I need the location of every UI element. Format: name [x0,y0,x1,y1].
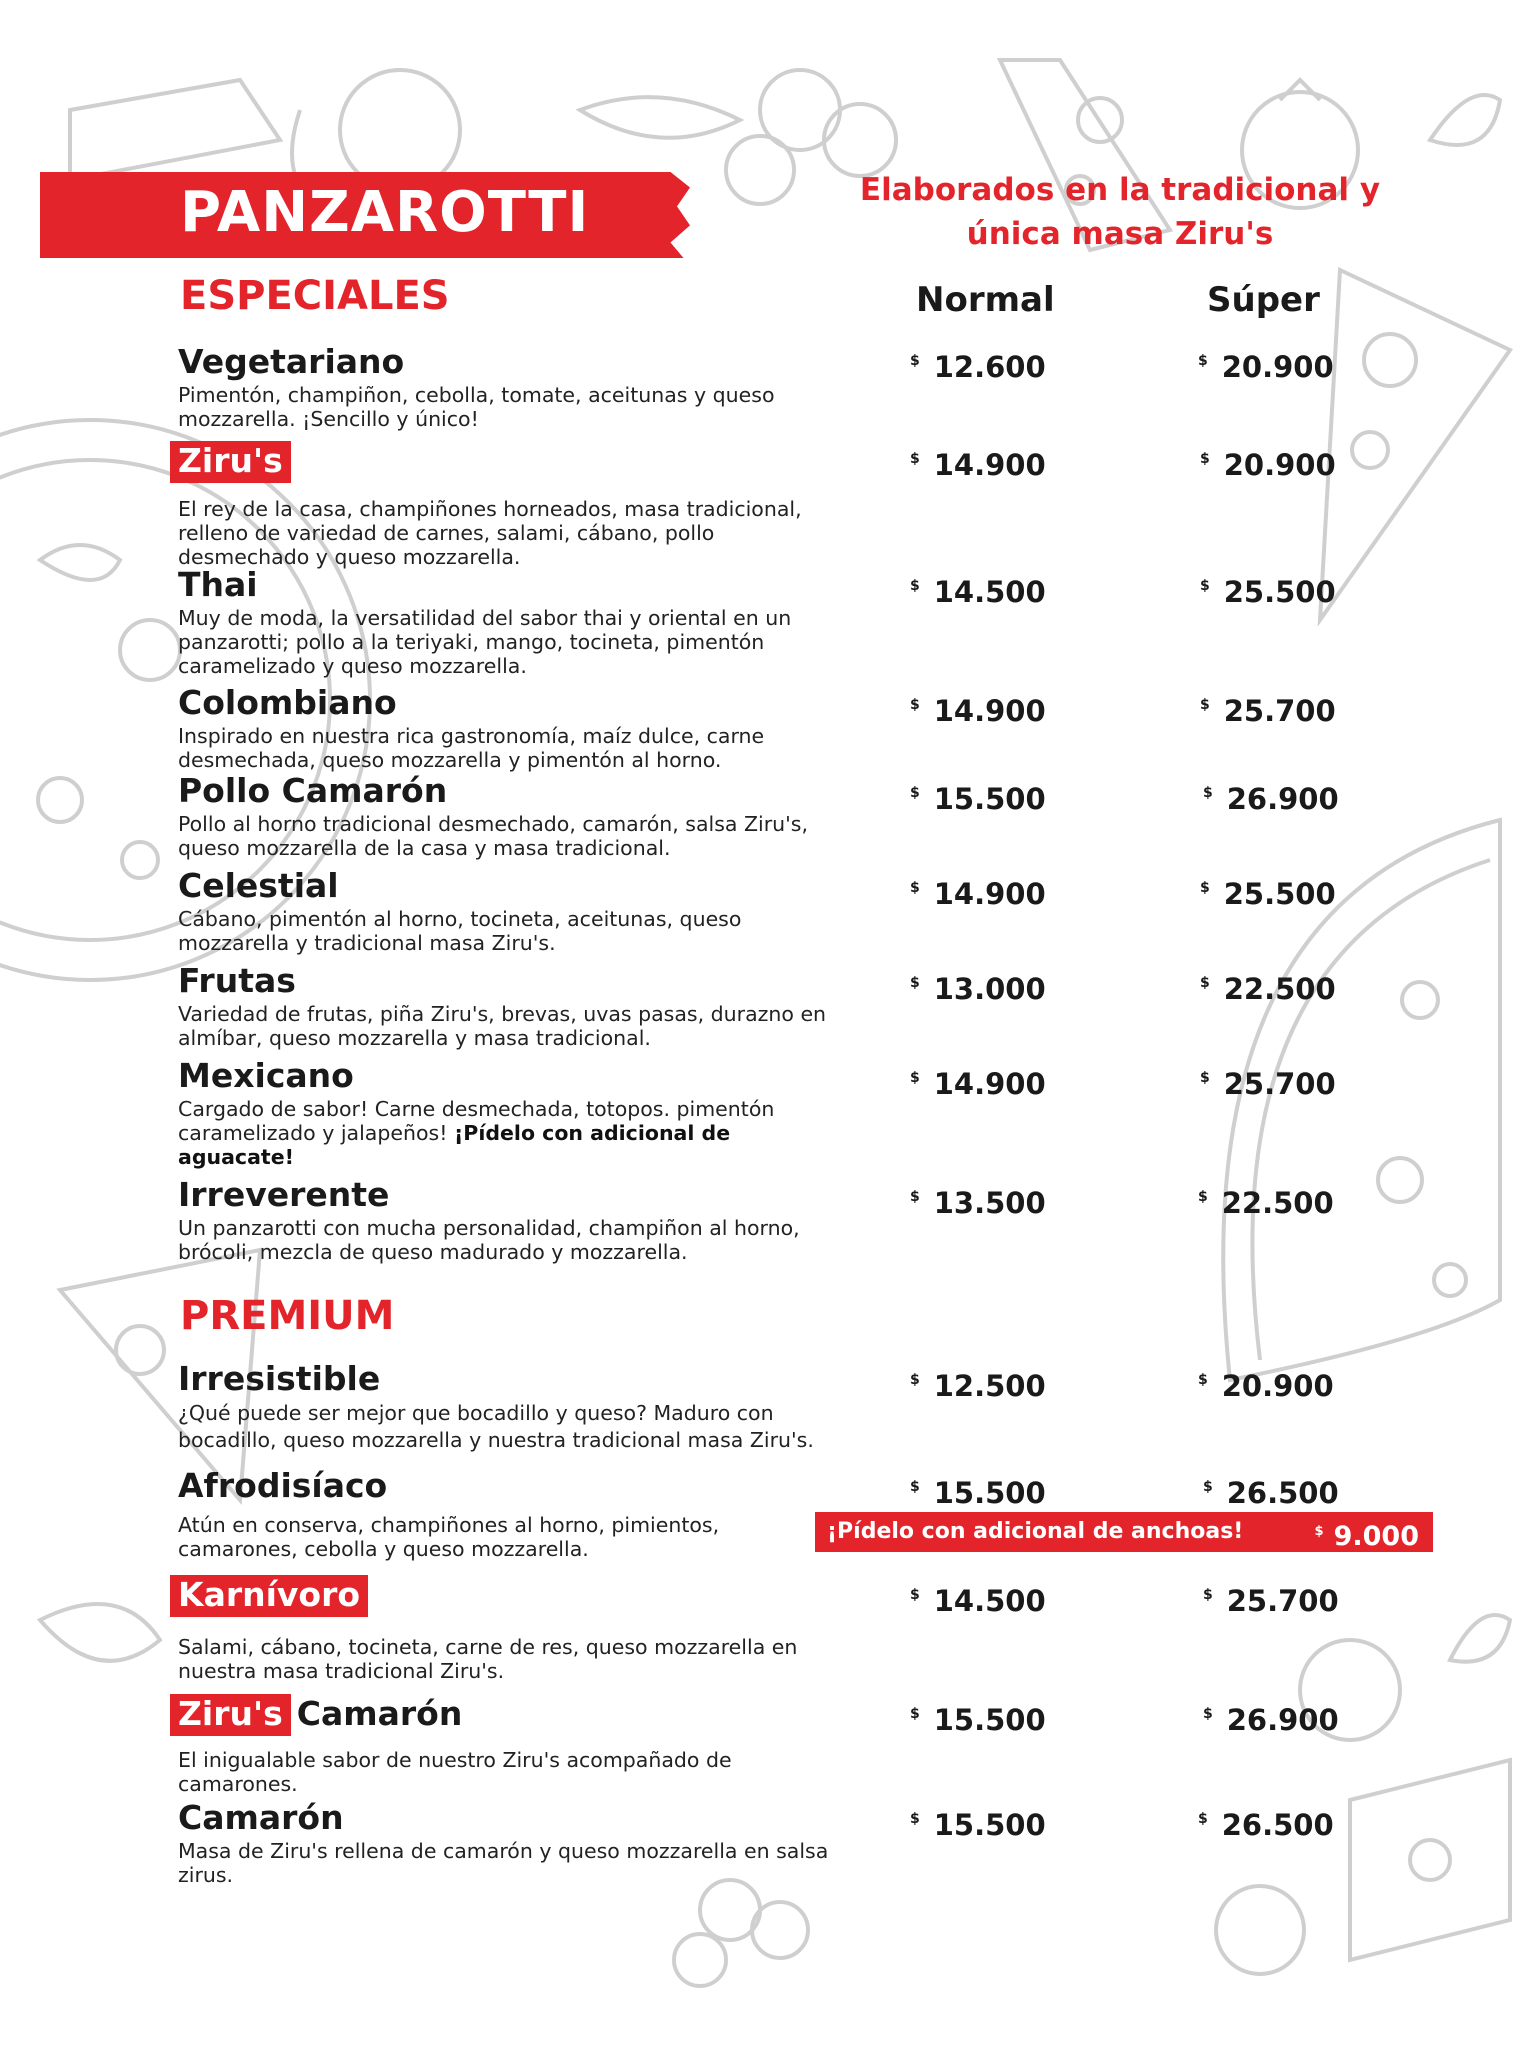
menu-item [178,1057,838,1169]
item-name-highlight: Ziru's [170,441,291,483]
menu-item [178,867,838,955]
price-normal: $ 15.500 [910,1703,1046,1737]
page-title: PANZAROTTI [180,180,590,245]
column-header-super: Súper [1207,280,1320,320]
item-description: Pimentón, champiñon, cebolla, tomate, aceitunas y queso mozzarella. ¡Sencillo y único! [178,383,775,431]
price-normal: $ 15.500 [910,782,1046,816]
promo-text: ¡Pídelo con adicional de anchoas! [827,1519,1244,1544]
promo-price: $ 9.000 [1314,1521,1419,1552]
price-normal: $ 14.900 [910,1067,1046,1101]
price-super: $ 26.900 [1203,1703,1339,1737]
price-super: $ 22.500 [1200,972,1336,1006]
item-description: Variedad de frutas, piña Ziru's, brevas, uvas pasas, durazno en almíbar, queso mozzarella y masa tradicional. [178,1002,827,1050]
item-name-highlight: Ziru's [170,1694,291,1736]
item-description: Salami, cábano, tocineta, carne de res, queso mozzarella en nuestra masa tradicional Ziru's. [178,1635,798,1683]
item-name-highlight: Karnívoro [170,1575,368,1617]
item-name [178,1575,838,1617]
item-name: Mexicano [178,1056,354,1095]
price-normal: $ 14.500 [910,1584,1046,1618]
price-super: $ 25.700 [1203,1584,1339,1618]
price-super: $ 25.500 [1200,877,1336,911]
menu-item [178,962,838,1050]
item-name: Afrodisíaco [178,1466,388,1505]
item-name: Celestial [178,866,339,905]
price-normal: $ 15.500 [910,1476,1046,1510]
price-normal: $ 14.900 [910,877,1046,911]
price-normal: $ 14.900 [910,448,1046,482]
item-description: El rey de la casa, champiñones horneados, masa tradicional, relleno de variedad de carnes, salami, cábano, pollo desmechado y queso mozzarella. [178,497,802,569]
price-normal: $ 14.500 [910,575,1046,609]
tagline [840,168,1400,256]
price-super: $ 20.900 [1200,448,1336,482]
item-description: Inspirado en nuestra rica gastronomía, maíz dulce, carne desmechada, queso mozzarella y pimentón al horno. [178,724,765,772]
menu-item [178,1694,838,1796]
price-super: $ 26.500 [1203,1476,1339,1510]
item-name: Thai [178,565,258,604]
item-name: Ziru's Camarón [178,1694,838,1736]
item-description: El inigualable sabor de nuestro Ziru's acompañado de camarones. [178,1748,732,1796]
menu-item [178,1360,838,1454]
price-super: $ 25.700 [1200,1067,1336,1101]
price-super: $ 20.900 [1198,350,1334,384]
item-description: Pollo al horno tradicional desmechado, camarón, salsa Ziru's, queso mozzarella de la casa y masa tradicional. [178,812,808,860]
price-normal: $ 12.600 [910,350,1046,384]
promo-banner [815,1512,1433,1552]
price-super: $ 20.900 [1198,1369,1334,1403]
item-description: Cargado de sabor! Carne desmechada, totopos. pimentón caramelizado y jalapeños! ¡Pídelo con adicional de aguacate! [178,1097,775,1169]
item-name: Camarón [178,1798,344,1837]
item-name: Pollo Camarón [178,771,448,810]
menu-item [178,566,838,678]
menu-item [178,772,838,860]
price-normal: $ 14.900 [910,694,1046,728]
item-name: Frutas [178,961,296,1000]
price-super: $ 25.700 [1200,694,1336,728]
menu-item [178,1467,838,1561]
section-title-especiales: ESPECIALES [180,273,450,319]
column-header-normal: Normal [916,280,1055,320]
menu-item [178,1799,838,1887]
item-name: Irresistible [178,1359,381,1398]
item-description: Muy de moda, la versatilidad del sabor thai y oriental en un panzarotti; pollo a la teriyaki, mango, tocineta, pimentón caramelizado y queso mozzarella. [178,606,792,678]
pizza-slice-sketch-icon [1320,270,1510,620]
item-name [178,441,838,483]
price-super: $ 26.900 [1203,782,1339,816]
price-super: $ 25.500 [1200,575,1336,609]
price-normal: $ 12.500 [910,1369,1046,1403]
tagline-line-1: Elaborados en la tradicional y [859,172,1381,208]
menu-item [178,441,838,569]
item-name: Colombiano [178,683,397,722]
leaf-sketch-icon [580,97,740,138]
price-normal: $ 15.500 [910,1808,1046,1842]
tagline-line-2: única masa Ziru's [966,216,1274,252]
price-normal: $ 13.500 [910,1186,1046,1220]
cheese-sketch-icon [70,80,280,180]
menu-item [178,1176,838,1264]
item-name: Irreverente [178,1175,390,1214]
price-super: $ 22.500 [1198,1186,1334,1220]
section-title-premium: PREMIUM [180,1293,395,1339]
item-description: Un panzarotti con mucha personalidad, champiñon al horno, brócoli, mezcla de queso madurado y mozzarella. [178,1216,800,1264]
menu-item [178,684,838,772]
price-normal: $ 13.000 [910,972,1046,1006]
price-super: $ 26.500 [1198,1808,1334,1842]
item-description: Atún en conserva, champiñones al horno, pimientos, camarones, cebolla y queso mozzarella. [178,1513,720,1561]
item-description: ¿Qué puede ser mejor que bocadillo y queso? Maduro con bocadillo, queso mozzarella y nuestra tradicional masa Ziru's. [178,1401,814,1452]
menu-item [178,1575,838,1683]
item-description: Cábano, pimentón al horno, tocineta, aceitunas, queso mozzarella y tradicional masa Ziru's. [178,907,742,955]
menu-item [178,343,838,431]
item-name: Vegetariano [178,342,405,381]
item-description-bold: ¡Pídelo con adicional de aguacate! [178,1121,731,1169]
item-description: Masa de Ziru's rellena de camarón y queso mozzarella en salsa zirus. [178,1839,829,1887]
